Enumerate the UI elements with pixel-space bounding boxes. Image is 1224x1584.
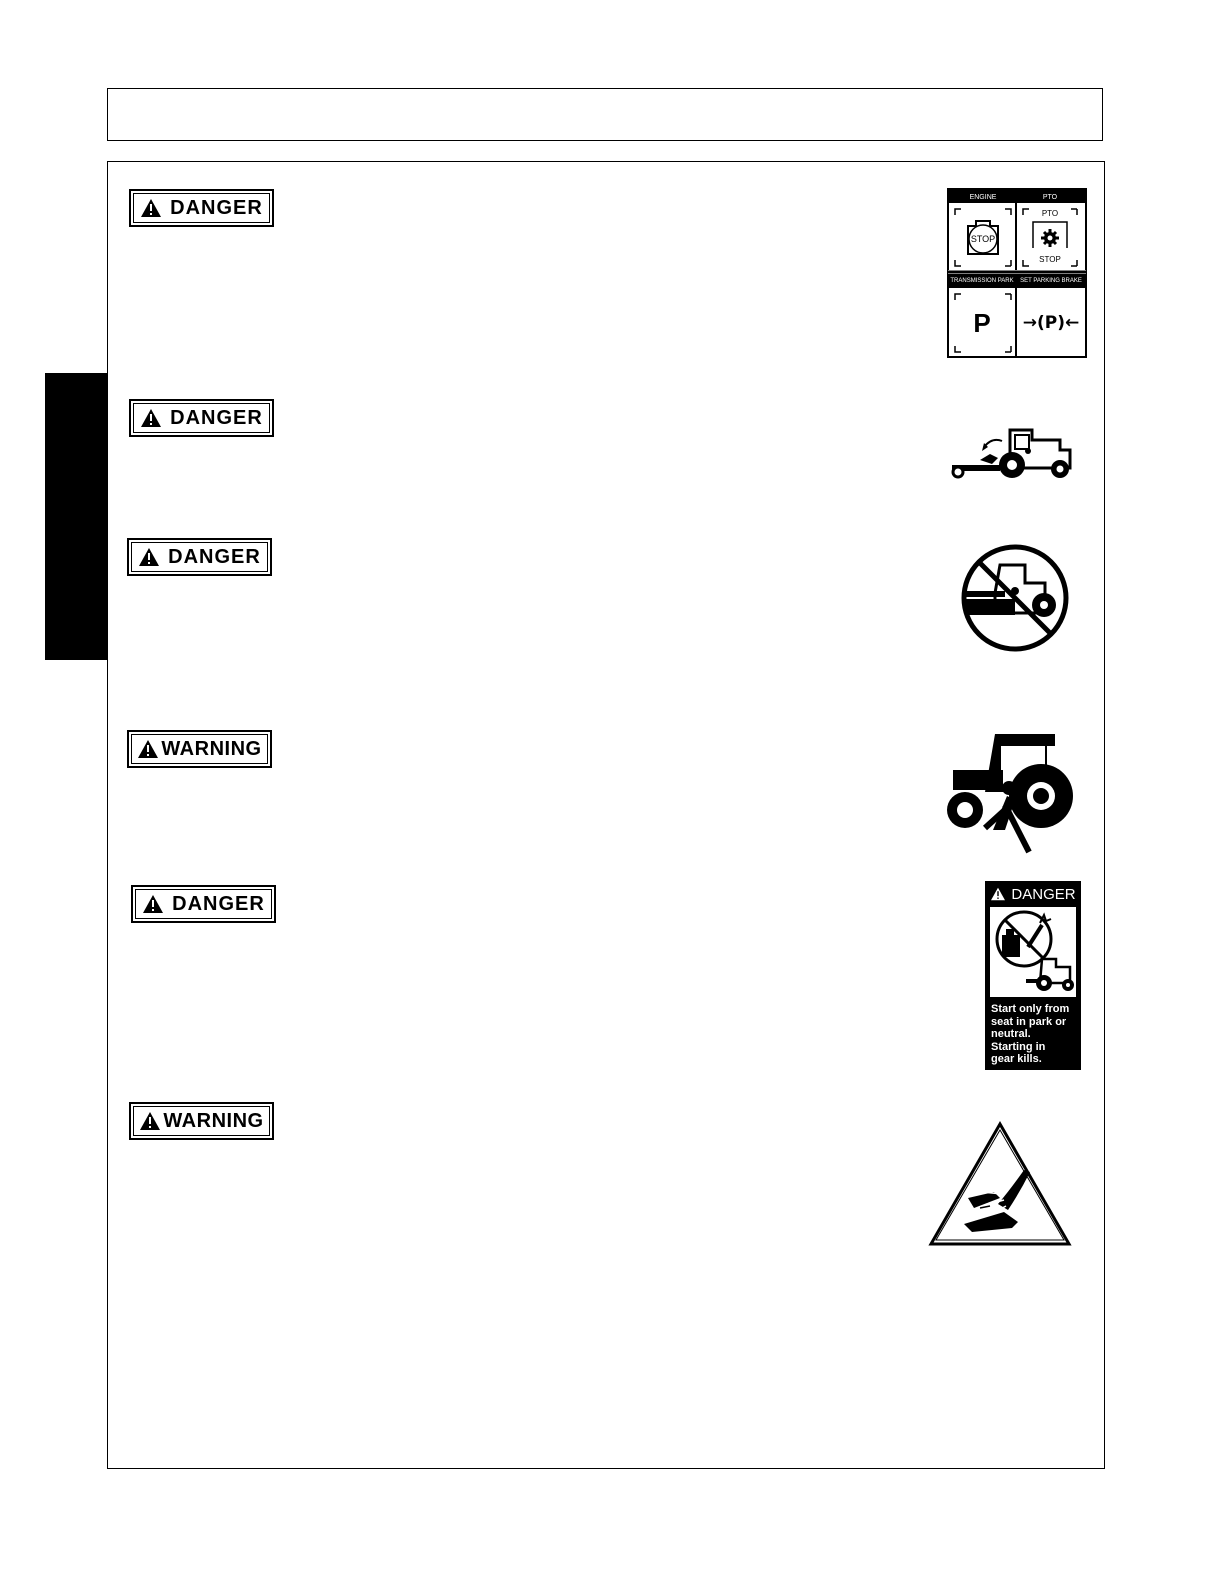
warning-badge-2 (129, 1102, 274, 1140)
tractor-runover-pictogram (950, 425, 1075, 483)
warning-label: WARNING (161, 737, 262, 760)
alert-triangle-icon (139, 1111, 161, 1131)
alert-triangle-icon (138, 547, 160, 567)
danger-badge-1 (129, 189, 274, 227)
danger-badge-2 (129, 399, 274, 437)
shutdown-procedure-pictogram (947, 188, 1087, 358)
pto-stop-label: STOP (1039, 255, 1061, 264)
decal-message: Start only from seat in park or neutral. Starting in gear kills. (991, 1003, 1070, 1065)
alert-triangle-icon (137, 739, 159, 759)
engine-stop-label: STOP (970, 234, 996, 244)
engine-label: ENGINE (969, 194, 997, 201)
pto-label: PTO (1042, 194, 1058, 201)
bypass-start-pictogram (990, 907, 1076, 997)
danger-badge-4 (131, 885, 276, 923)
danger-label: DANGER (168, 545, 261, 568)
decal-header-label: DANGER (1011, 885, 1076, 903)
fluid-injection-pictogram (928, 1120, 1073, 1248)
page-header-box (107, 88, 1103, 141)
park-letter: P (973, 308, 991, 338)
brake-symbol: →(P)← (1022, 313, 1080, 333)
decal-header (985, 881, 1081, 907)
alert-triangle-icon (140, 198, 162, 218)
transmission-label: TRANSMISSION PARK (950, 278, 1014, 284)
alert-triangle-icon (142, 894, 164, 914)
danger-badge-3 (127, 538, 272, 576)
alert-triangle-icon (990, 887, 1006, 901)
warning-label: WARNING (163, 1109, 264, 1132)
danger-label: DANGER (170, 196, 263, 219)
section-side-tab (45, 373, 108, 660)
alert-triangle-icon (140, 408, 162, 428)
danger-label: DANGER (170, 406, 263, 429)
danger-label: DANGER (172, 892, 265, 915)
parking-brake-label: SET PARKING BRAKE (1020, 278, 1082, 284)
tractor-crush-pictogram (943, 730, 1073, 855)
start-from-seat-decal (985, 881, 1081, 1070)
pto-inner-label: PTO (1041, 209, 1059, 218)
decal-pictogram (990, 907, 1076, 997)
warning-badge-1 (127, 730, 272, 768)
no-riders-pictogram (960, 543, 1070, 653)
